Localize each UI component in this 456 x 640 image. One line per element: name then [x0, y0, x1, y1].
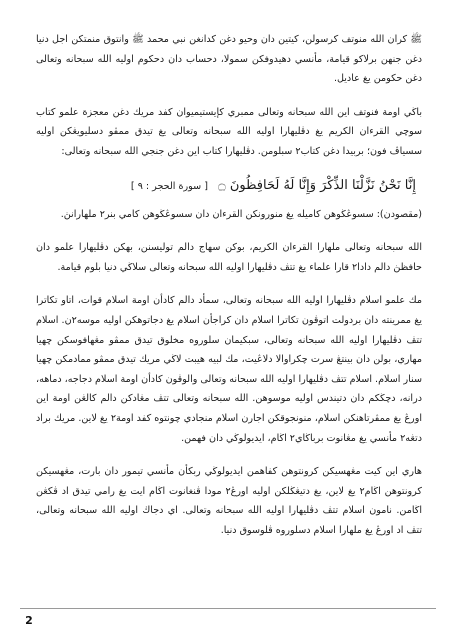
paragraph-meaning: (مقصودن): سسوڠڬوهن كاميله يغ منورونكن القرءان دان سسوڠڬوهن كامي بنر٢ ملهارانڽ. — [60, 208, 422, 220]
paragraph-6: هاري اين كيت مڠهسيكن كرونتوهن كفاهمن ايديولوڬي ربكأن مأنسي تيمور دان بارت، مڠهسيكن كرونتوهن اڬام٢ يغ لاين، يغ دتيڠڬلكن اوليه اورڠ٢ مودا ڤنغانوت اڬام ايت يغ رامي تيدق اد ڤكڠن اڬامن. نامون اسلام تتڤ دڤليهارا اوليه الله سبحانه وتعالى. اي دجاڬ اوليه الله سبحانه وتعالى، تتڤ اد اورڠ يغ ملهارا اسلام دسلوروه ڤلوسوق دنيا. — [36, 466, 422, 536]
paragraph-1: ﷺ كران الله منوتف كرسولن، كيتين دان وحيو دغن كدانغن نبي محمد ﷺ وانتوق منمتكن اجل دنيا دغن جنهن برلاكو قيامة، مأنسي دهيدوفكن سمولا، دحساب دان دحكوم اوليه الله سبحانه وتعالى دغن حكومن يغ عاديل. — [36, 34, 422, 85]
verse-reference: [ سورة الحجر : ٩ ] — [130, 180, 208, 192]
quran-verse — [36, 176, 422, 197]
page-body — [36, 30, 422, 554]
page-number: 2 — [25, 614, 33, 627]
paragraph-5: مك علمو اسلام دڤليهارا اوليه الله سبحانه وتعالى، سمأد دالم كادأن اومة اسلام قوات، اتاو تكاترا يغ ممرينته دان بردولت اتوڤون تكاترا اسلام دان كراجأن اسلام يغ دجاتوهكن اوليه موسه٢ن. اسلام تتڤ دڤليهارا اوليه الله سبحانه وتعالى، سبكيمان سلوروه مخلوق تيدق ممڤو مڠهافوسكن چهيا مهاري، بولن دان بينتڠ سرت چكراوالا دلاڠيت، مك لبيه هيبت لاڬي مريك تيدق ممڤو ممادمكن چهيا سنار اسلام. اسلام تتڤ دڤليهارا اوليه الله سبحانه وتعالى والوڤون كادأن اومة اسلام دجاجه، دماهه، درانه، دچڬكم دان دتيندس اوليه موسوهن. الله سبحانه وتعالى تتڤ مڠادكن دالم كالڠن اومة اين اورڠ يغ ممڤرتاهنكن اسلام، منونجوقكن اجارن اسلام منجادي چونتوه كفد اومة٢ يغ لاين. مريك براد دتڠه٢ مأنسي يغ مڠانوت برباڬاي٢ اڬام، ايديولوڬي دان فهمن. — [36, 295, 423, 444]
paragraph-4: الله سبحانه وتعالى ملهارا القرءان الكريم، بوكن سهاج دالم توليسنن، بهكن دڤليهارا علمو دان حافظڽ دالم دادا٢ قارا علماء يغ تتڤ دڤليهارا اوليه الله سبحانه وتعالى سلاڬي دنيا بلوم قيامة. — [36, 242, 422, 273]
verse-text: إِنَّا نَحْنُ نَزَّلْنَا الذِّكْرَ وَإِنَّا لَهُ لَحَافِظُونَ ۝ — [218, 177, 416, 193]
paragraph-2: باڬي اومة فنوتف اين الله سبحانه وتعالى ممبري كإيستيميوان كفد مريك دغن معجزة علمو كتاب سوچي القرءان الكريم يغ دڤليهارا اوليه الله سبحانه وتعالى يغ تيدق ممڤو دسليويڠكن اوليه سسياڤ فون؛ بربيدا دغن كتاب٢ سبلومن. دڤليهارا كتاب اين دغن جنجي الله سبحانه وتعالى: — [36, 106, 422, 157]
footer-divider — [20, 608, 436, 609]
